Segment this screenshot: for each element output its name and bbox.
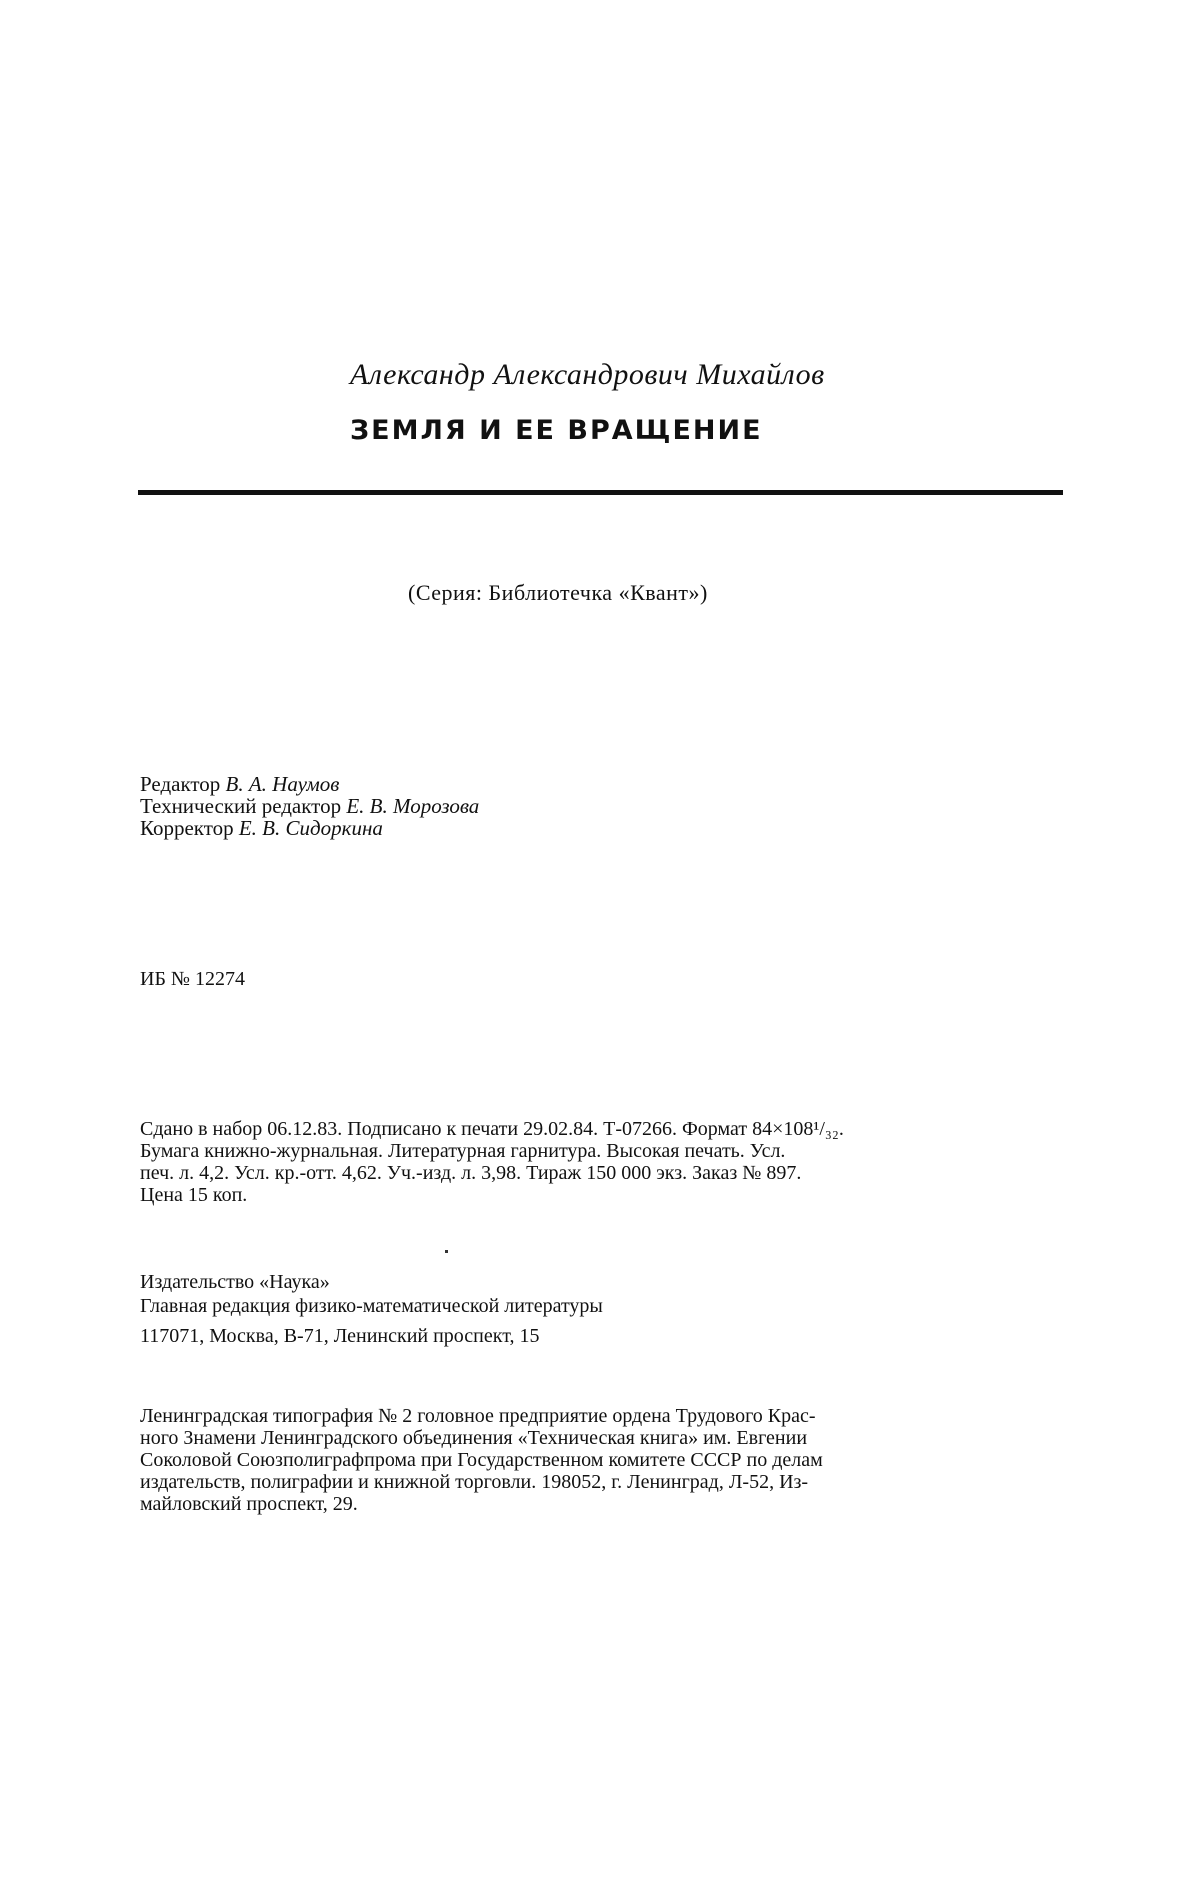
publisher-name: Издательство «Наука» bbox=[140, 1271, 330, 1293]
editor-line bbox=[140, 773, 479, 795]
typography-block bbox=[140, 1405, 1065, 1515]
typography-line: майловский проспект, 29. bbox=[140, 1493, 358, 1515]
tech-editor-role: Технический редактор bbox=[140, 794, 342, 818]
publisher-address: 117071, Москва, В-71, Ленинский проспект, 15 bbox=[140, 1325, 540, 1347]
typography-line: издательств, полиграфии и книжной торговли. 198052, г. Ленинград, Л-52, Из- bbox=[140, 1471, 809, 1493]
corrector-role: Корректор bbox=[140, 816, 234, 840]
typography-line: Соколовой Союзполиграфпрома при Государственном комитете СССР по делам bbox=[140, 1449, 823, 1471]
stray-dot bbox=[445, 1250, 448, 1253]
tech-editor-name: Е. В. Морозова bbox=[346, 794, 480, 818]
author-name: Александр Александрович Михайлов bbox=[350, 358, 825, 391]
typography-line: Ленинградская типография № 2 головное предприятие ордена Трудового Крас- bbox=[140, 1405, 816, 1427]
printing-info-line: Сдано в набор 06.12.83. Подписано к печати 29.02.84. Т-07266. Формат 84×108¹/₃₂. bbox=[140, 1118, 844, 1140]
ib-number: ИБ № 12274 bbox=[140, 968, 246, 990]
series-name: (Серия: Библиотечка «Квант») bbox=[408, 580, 708, 605]
corrector-line bbox=[140, 817, 479, 839]
corrector-name: Е. В. Сидоркина bbox=[238, 816, 383, 840]
book-title: ЗЕМЛЯ И ЕЕ ВРАЩЕНИЕ bbox=[350, 415, 763, 446]
publisher-block bbox=[140, 1270, 603, 1348]
printing-info-block bbox=[140, 1118, 1065, 1206]
tech-editor-line bbox=[140, 795, 479, 817]
editors-block bbox=[140, 773, 479, 839]
printing-info-line: печ. л. 4,2. Усл. кр.-отт. 4,62. Уч.-изд. л. 3,98. Тираж 150 000 экз. Заказ № 897. bbox=[140, 1162, 802, 1184]
publisher-division: Главная редакция физико-математической литературы bbox=[140, 1295, 603, 1317]
printing-info-line: Бумага книжно-журнальная. Литературная гарнитура. Высокая печать. Усл. bbox=[140, 1140, 786, 1162]
editor-name: В. А. Наумов bbox=[225, 772, 340, 796]
horizontal-rule bbox=[138, 490, 1063, 495]
printing-info-line: Цена 15 коп. bbox=[140, 1184, 248, 1206]
typography-line: ного Знамени Ленинградского объединения «Техническая книга» им. Евгении bbox=[140, 1427, 808, 1449]
editor-role: Редактор bbox=[140, 772, 221, 796]
